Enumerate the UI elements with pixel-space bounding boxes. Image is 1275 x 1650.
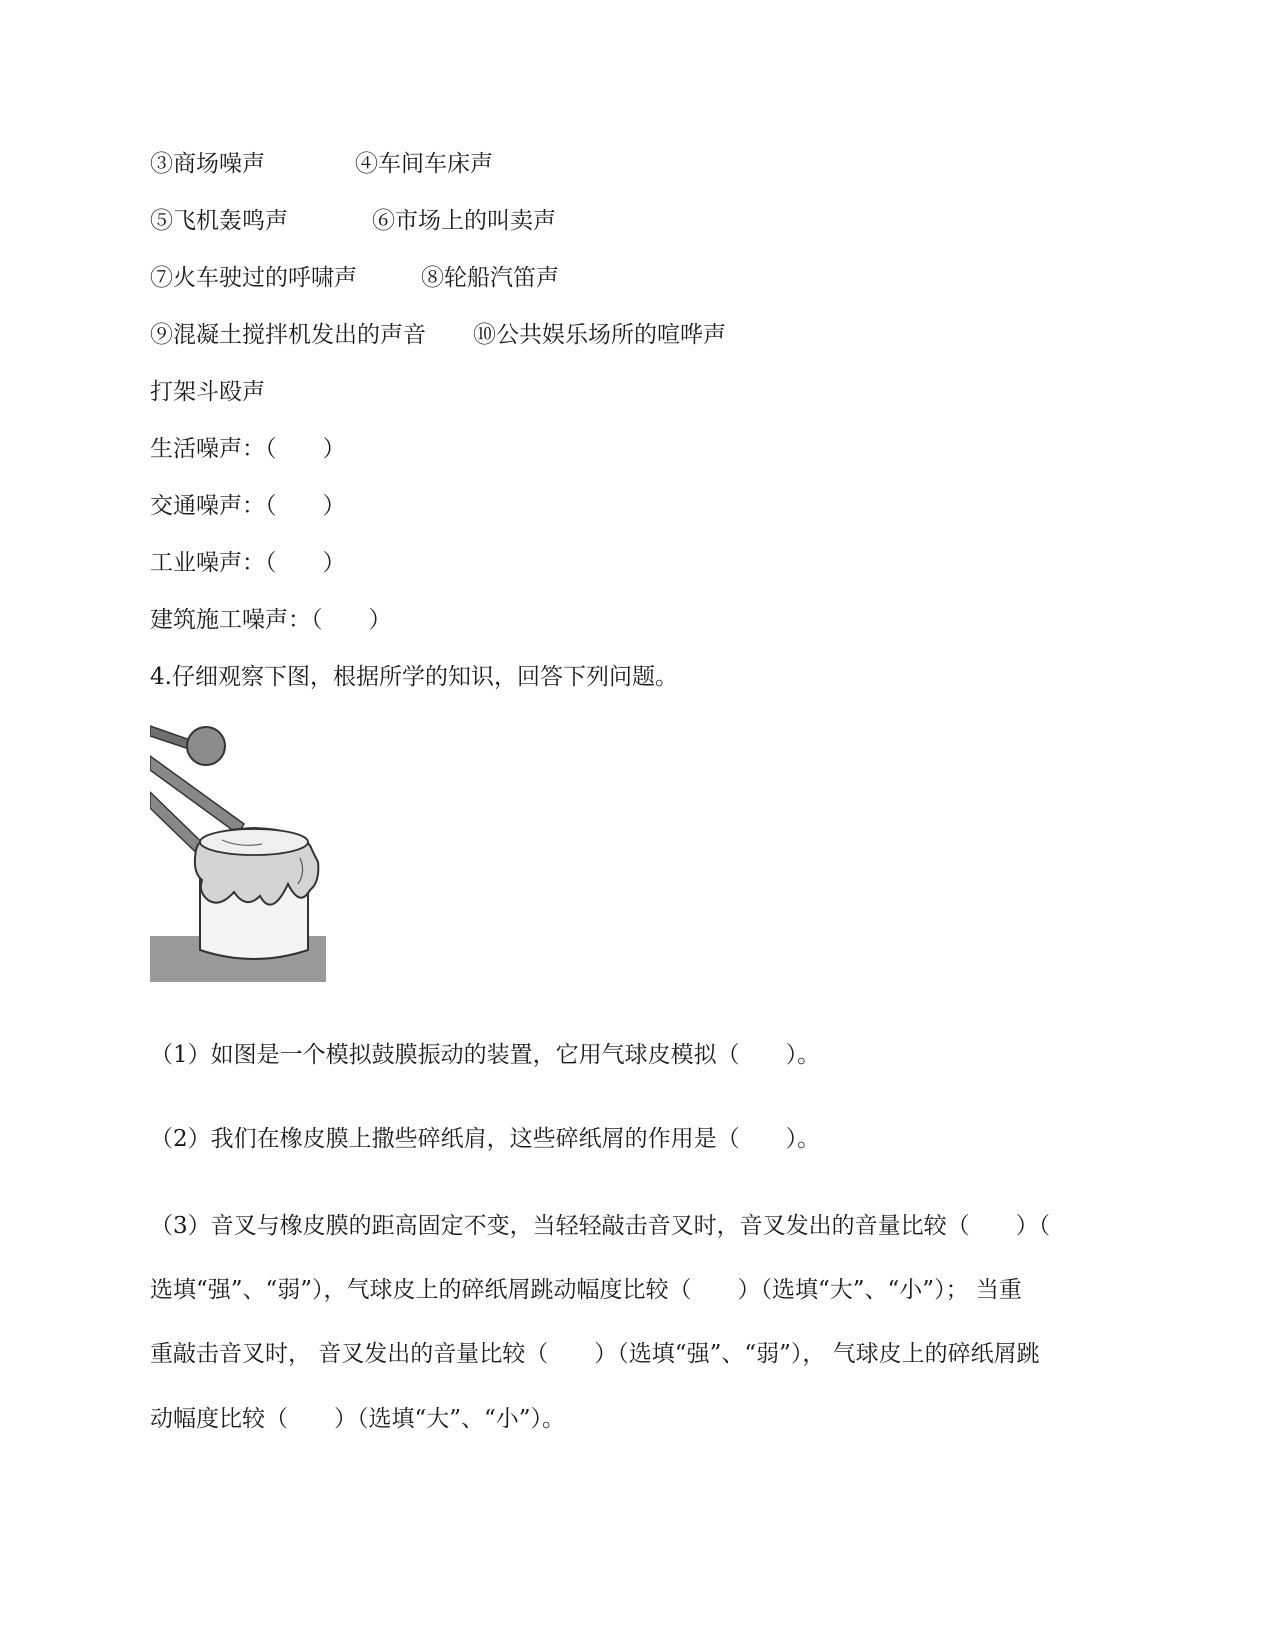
tuning-fork-drum-illustration — [150, 712, 326, 982]
noise-item-10: ⑩公共娱乐场所的喧哗声 — [473, 322, 726, 348]
category-life-noise: 生活噪声：（ ） — [150, 436, 346, 462]
noise-item-11: 打架斗殴声 — [150, 379, 265, 405]
noise-item-9: ⑨混凝土搅拌机发出的声音 — [150, 322, 426, 348]
question-4-sub-2: （2）我们在橡皮膜上撒些碎纸肩，这些碎纸屑的作用是（ ）。 — [150, 1126, 821, 1152]
question-4-sub-1: （1）如图是一个模拟鼓膜振动的装置，它用气球皮模拟（ ）。 — [150, 1042, 821, 1068]
question-4-sub-3-line-3: 重敲击音叉时， 音叉发出的音量比较（ ）（选填“强”、“弱”）， 气球皮上的碎纸屑跳 — [150, 1341, 1040, 1367]
eardrum-model-figure — [150, 712, 326, 982]
noise-item-8: ⑧轮船汽笛声 — [421, 265, 559, 291]
noise-items-row-2 — [150, 206, 556, 236]
category-industrial-noise: 工业噪声：（ ） — [150, 550, 346, 576]
noise-item-3: ③商场噪声 — [150, 151, 265, 177]
noise-item-6: ⑥市场上的叫卖声 — [372, 208, 556, 234]
question-4-sub-3-line-1: （3）音叉与橡皮膜的距高固定不变，当轻轻敲击音叉时，音叉发出的音量比较（ ）（ — [150, 1213, 1051, 1239]
noise-item-5: ⑤飞机轰鸣声 — [150, 208, 288, 234]
noise-item-7: ⑦火车驶过的呼啸声 — [150, 265, 357, 291]
category-traffic-noise: 交通噪声：（ ） — [150, 493, 346, 519]
noise-item-4: ④车间车床声 — [355, 151, 493, 177]
can-top — [200, 829, 308, 855]
noise-items-row-4 — [150, 320, 726, 350]
question-4-sub-3-line-4: 动幅度比较（ ）（选填“大”、“小”）。 — [150, 1406, 566, 1432]
noise-items-row-1 — [150, 149, 493, 179]
question-4-sub-3-line-2: 选填“强”、“弱”），气球皮上的碎纸屑跳动幅度比较（ ）（选填“大”、“小”）； 当重 — [150, 1277, 1022, 1303]
tuning-fork-ball — [187, 727, 225, 765]
noise-items-row-3 — [150, 263, 559, 293]
question-4-prompt: 4.仔细观察下图，根据所学的知识，回答下列问题。 — [150, 664, 678, 690]
category-construction-noise: 建筑施工噪声：（ ） — [150, 607, 392, 633]
